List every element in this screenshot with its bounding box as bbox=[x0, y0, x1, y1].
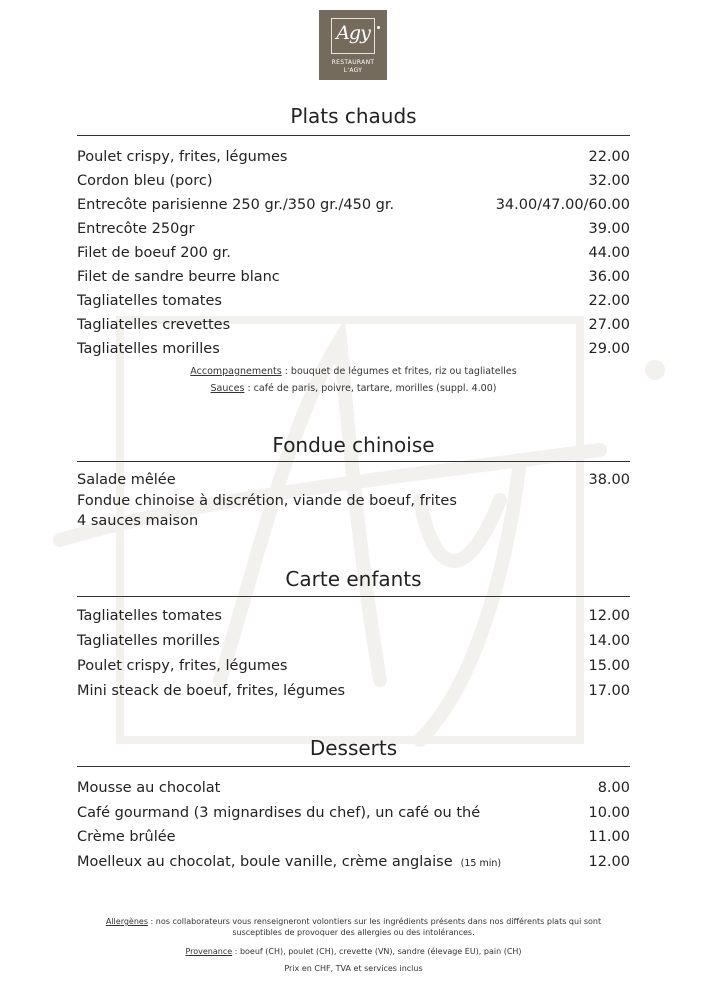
item-name: Entrecôte parisienne 250 gr./350 gr./450 gr. bbox=[77, 197, 395, 213]
item-name: Entrecôte 250gr bbox=[77, 221, 195, 237]
menu-item bbox=[77, 292, 630, 310]
item-name: 4 sauces maison bbox=[77, 513, 199, 529]
item-price: 38.00 bbox=[588, 472, 630, 488]
item-name: Filet de sandre beurre blanc bbox=[77, 269, 280, 285]
item-price: 10.00 bbox=[588, 804, 630, 821]
menu-item bbox=[77, 632, 630, 650]
item-price: 34.00/47.00/60.00 bbox=[495, 197, 630, 213]
item-name: Mini steack de boeuf, frites, légumes bbox=[77, 683, 346, 699]
logo-line1: RESTAURANT bbox=[331, 59, 375, 66]
section-title-enfants: Carte enfants bbox=[285, 567, 422, 591]
logo-script: Agy bbox=[336, 22, 370, 44]
note-accompagnements: Accompagnements : bouquet de légumes et frites, riz ou tagliatelles bbox=[190, 366, 517, 377]
item-name: Fondue chinoise à discrétion, viande de boeuf, frites bbox=[77, 492, 457, 509]
item-price: 39.00 bbox=[588, 221, 630, 237]
item-name: Tagliatelles tomates bbox=[77, 608, 222, 624]
allergenes-note: Allergènes : nos collaborateurs vous renseigneront volontiers sur les ingrédients présents dans nos différents plats qui sont susceptibles de provoquer des allergies ou des intolérances. bbox=[105, 917, 602, 937]
item-price: 36.00 bbox=[588, 269, 630, 285]
item-name: Mousse au chocolat bbox=[77, 780, 221, 796]
menu-item bbox=[77, 268, 630, 286]
provenance-note: Provenance : boeuf (CH), poulet (CH), crevette (VN), sandre (élevage EU), pain (CH) bbox=[185, 947, 522, 956]
menu-item bbox=[77, 244, 630, 262]
menu-item bbox=[77, 657, 630, 675]
item-price: 11.00 bbox=[588, 829, 630, 846]
section-title-plats-chauds: Plats chauds bbox=[290, 104, 417, 128]
menu-item bbox=[77, 492, 630, 510]
price-note: Prix en CHF, TVA et services inclus bbox=[284, 964, 423, 973]
menu-item bbox=[77, 607, 630, 625]
divider bbox=[77, 135, 630, 136]
logo-line2: L'AGY bbox=[343, 67, 363, 74]
item-price: 29.00 bbox=[588, 341, 630, 357]
menu-item bbox=[77, 828, 630, 846]
item-name: Café gourmand (3 mignardises du chef), un café ou thé bbox=[77, 804, 481, 821]
menu-item bbox=[77, 172, 630, 190]
item-name: Filet de boeuf 200 gr. bbox=[77, 245, 231, 261]
item-price: 14.00 bbox=[588, 633, 630, 649]
item-price: 8.00 bbox=[597, 780, 630, 796]
item-name: Tagliatelles morilles bbox=[77, 341, 220, 357]
item-name: Poulet crispy, frites, légumes bbox=[77, 658, 288, 674]
menu-item bbox=[77, 196, 630, 214]
item-price: 17.00 bbox=[588, 683, 630, 699]
divider bbox=[77, 461, 630, 462]
menu-item bbox=[77, 340, 630, 358]
menu-item bbox=[77, 471, 630, 489]
item-price: 22.00 bbox=[588, 293, 630, 309]
item-price: 27.00 bbox=[588, 317, 630, 333]
item-price: 22.00 bbox=[588, 149, 630, 165]
note-sauces: Sauces : café de paris, poivre, tartare, morilles (suppl. 4.00) bbox=[210, 383, 497, 394]
item-name: Cordon bleu (porc) bbox=[77, 173, 213, 189]
menu-item bbox=[77, 148, 630, 166]
item-price: 15.00 bbox=[588, 658, 630, 674]
item-name: Tagliatelles morilles bbox=[77, 633, 220, 649]
item-name: Tagliatelles tomates bbox=[77, 293, 222, 309]
menu-item bbox=[77, 804, 630, 822]
divider bbox=[77, 596, 630, 597]
item-name: Poulet crispy, frites, légumes bbox=[77, 149, 288, 165]
item-name: Moelleux au chocolat, boule vanille, crème anglaise bbox=[77, 854, 453, 871]
section-title-desserts: Desserts bbox=[309, 736, 398, 760]
item-name: Crème brûlée bbox=[77, 829, 176, 846]
item-note: (15 min) bbox=[460, 858, 502, 870]
section-title-fondue: Fondue chinoise bbox=[272, 433, 435, 457]
item-price: 32.00 bbox=[588, 173, 630, 189]
item-price: 12.00 bbox=[588, 854, 630, 871]
item-name: Salade mêlée bbox=[77, 472, 176, 488]
divider bbox=[77, 766, 630, 767]
menu-item bbox=[77, 853, 630, 873]
restaurant-logo bbox=[319, 10, 387, 80]
item-price: 12.00 bbox=[588, 608, 630, 624]
item-name: Tagliatelles crevettes bbox=[77, 317, 231, 333]
menu-item bbox=[77, 316, 630, 334]
item-price: 44.00 bbox=[588, 245, 630, 261]
menu-item bbox=[77, 779, 630, 797]
menu-item bbox=[77, 220, 630, 238]
menu-item bbox=[77, 682, 630, 700]
menu-item bbox=[77, 512, 630, 530]
